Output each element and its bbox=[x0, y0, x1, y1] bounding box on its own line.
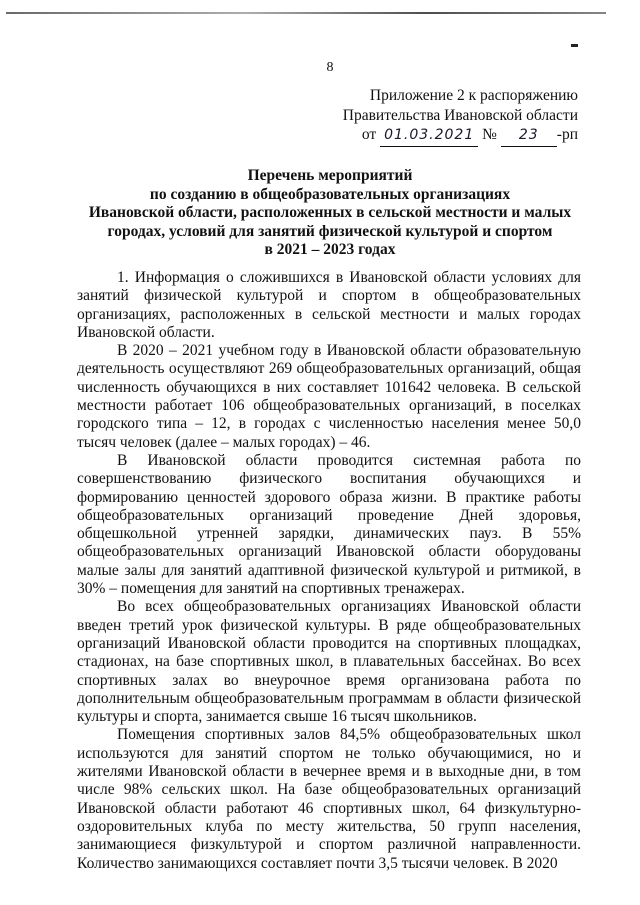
scan-edge-line bbox=[6, 12, 606, 14]
title-line5: в 2021 – 2023 годах bbox=[264, 241, 396, 259]
title-line4: городах, условий для занятий физической культурой и спортом bbox=[107, 222, 553, 240]
appendix-line1: Приложение 2 к распоряжению bbox=[369, 87, 578, 104]
paragraph-3: В Ивановской области проводится системная работа по совершенствованию физического воспитания обучающихся и формированию ценностей здорового образа жизни. В практике работы общеобразовательных организаций проведение Дней здоровья, общешкольной утренней зарядки, динамических пауз. В 55% общеобразовательных организаций Ивановской области оборудованы малые залы для занятий адаптивной физической культурой и ритмикой, в 30% – помещения для занятий на спортивных тренажерах. bbox=[77, 451, 581, 598]
appendix-suffix: -рп bbox=[556, 126, 578, 143]
appendix-line3 bbox=[343, 125, 578, 147]
appendix-number-label: № bbox=[482, 126, 497, 143]
paragraph-5: Помещения спортивных залов 84,5% общеобразовательных школ используются для занятий спортом не только обучающимися, но и жителями Ивановской области в вечернее время и в выходные дни, в том числе 98% сельских школ. На базе общеобразовательных организаций Ивановской области работают 46 спортивных школ, 64 физкультурно-оздоровительных клуба по месту жительства, 50 групп населения, занимающиеся физкультурой и спортом различной направленности. Количество занимающихся составляет почти 3,5 тысячи человек. В 2020 bbox=[77, 726, 581, 872]
title-line1: Перечень мероприятий bbox=[247, 167, 413, 184]
page-number: 8 bbox=[326, 60, 334, 75]
document-body bbox=[77, 269, 581, 873]
title-line3: Ивановской области, расположенных в сельской местности и малых bbox=[88, 204, 572, 222]
appendix-line2: Правительства Ивановской области bbox=[342, 106, 578, 124]
handwritten-date: 01.03.2021 bbox=[380, 126, 478, 147]
paragraph-1: 1. Информация о сложившихся в Ивановской области условиях для занятий физической культурой и спортом в общеобразовательных организациях, расположенных в сельской местности и малых городах Ивановской области. bbox=[77, 269, 581, 341]
document-title bbox=[60, 167, 600, 260]
title-line2: по созданию в общеобразовательных организациях bbox=[149, 185, 511, 203]
appendix-from-label: от bbox=[361, 126, 377, 143]
paragraph-2: В 2020 – 2021 учебном году в Ивановской области образовательную деятельность осуществляют 269 общеобразовательных организаций, общая численность обучающихся в них составляет 101642 человека. В сельской местности работает 106 общеобразовательных организаций, в поселках городского типа – 12, в городах с численностью населения менее 50,0 тысяч человек (далее – малых городах) – 46. bbox=[77, 342, 581, 451]
paragraph-4: Во всех общеобразовательных организациях Ивановской области введен третий урок физической культуры. В ряде общеобразовательных организаций Ивановской области проводится на спортивных площадках, стадионах, на базе спортивных школ, в плавательных бассейнах. Во всех спортивных залах во внеурочное время организована работа по дополнительным общеобразовательным программам в области физической культуры и спорта, занимается свыше 16 тысяч школьников. bbox=[77, 598, 581, 726]
handwritten-number: 23 bbox=[501, 126, 557, 147]
scan-mark bbox=[571, 44, 578, 47]
appendix-header bbox=[343, 86, 578, 147]
